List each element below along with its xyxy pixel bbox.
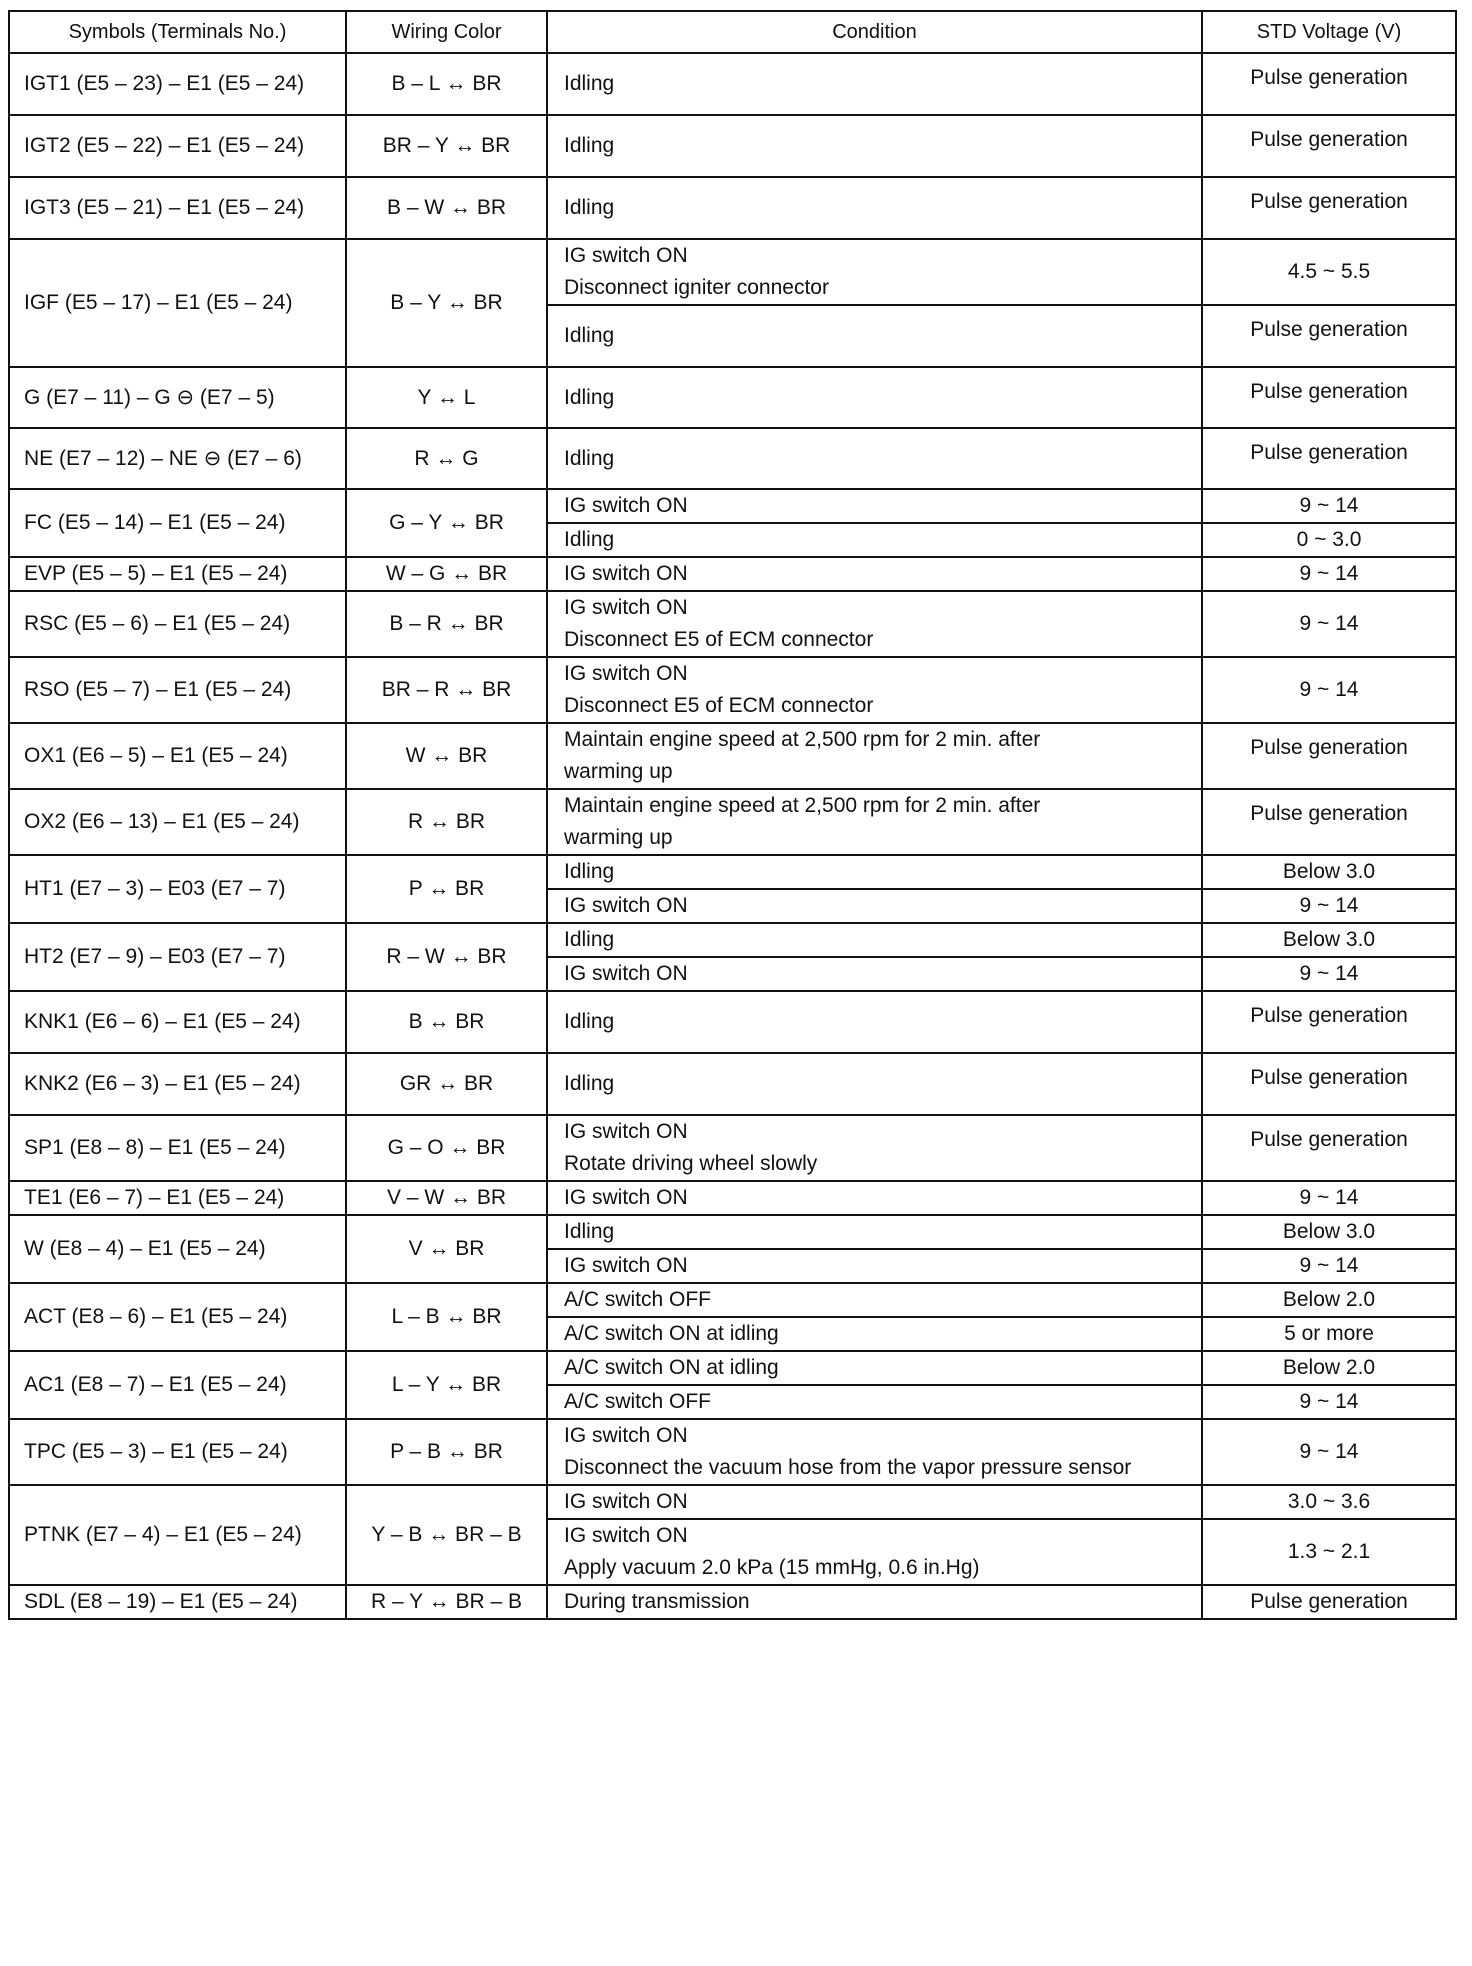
condition-cell — [547, 1419, 1202, 1485]
terminal-symbol: KNK1 (E6 – 6) – E1 (E5 – 24) — [9, 991, 346, 1053]
std-voltage: Below 3.0 — [1202, 855, 1456, 889]
terminal-symbol: IGF (E5 – 17) – E1 (E5 – 24) — [9, 239, 346, 367]
std-voltage: Below 2.0 — [1202, 1351, 1456, 1385]
condition-line: A/C switch ON at idling — [564, 1356, 779, 1379]
table-row — [9, 991, 1456, 1053]
terminal-symbol: SDL (E8 – 19) – E1 (E5 – 24) — [9, 1585, 346, 1619]
wiring-color: GR ↔ BR — [346, 1053, 547, 1115]
terminal-voltage-table — [8, 10, 1457, 1620]
condition-cell — [547, 789, 1202, 855]
table-row — [9, 1419, 1456, 1485]
wiring-color: R ↔ G — [346, 428, 547, 489]
condition-cell — [547, 591, 1202, 657]
condition-line: IG switch ON — [564, 494, 688, 517]
condition-cell — [547, 1115, 1202, 1181]
condition-line: Idling — [564, 446, 615, 470]
header-row — [9, 11, 1456, 53]
condition-line: IG switch ON — [564, 244, 688, 267]
terminal-symbol: HT2 (E7 – 9) – E03 (E7 – 7) — [9, 923, 346, 991]
std-voltage: Pulse generation — [1202, 428, 1456, 489]
condition-cell — [547, 367, 1202, 428]
condition-line: Idling — [564, 385, 615, 409]
condition-line: Idling — [564, 1072, 615, 1095]
condition-line: Idling — [564, 1220, 615, 1243]
std-voltage: 5 or more — [1202, 1317, 1456, 1351]
std-voltage: 9 ~ 14 — [1202, 889, 1456, 923]
condition-line: warming up — [564, 826, 673, 849]
condition-line: Disconnect E5 of ECM connector — [564, 628, 874, 651]
wiring-color: G – O ↔ BR — [346, 1115, 547, 1181]
wiring-color: L – B ↔ BR — [346, 1283, 547, 1351]
condition-line: A/C switch OFF — [564, 1288, 712, 1311]
std-voltage: Pulse generation — [1202, 305, 1456, 367]
table-row — [9, 789, 1456, 855]
terminal-symbol: W (E8 – 4) – E1 (E5 – 24) — [9, 1215, 346, 1283]
header-std-voltage: STD Voltage (V) — [1202, 11, 1456, 53]
table-row — [9, 591, 1456, 657]
terminal-symbol: RSC (E5 – 6) – E1 (E5 – 24) — [9, 591, 346, 657]
std-voltage: 9 ~ 14 — [1202, 1419, 1456, 1485]
table-row — [9, 367, 1456, 428]
condition-line: warming up — [564, 760, 673, 783]
wiring-color: G – Y ↔ BR — [346, 489, 547, 557]
table-row — [9, 657, 1456, 723]
condition-cell — [547, 428, 1202, 489]
std-voltage: 9 ~ 14 — [1202, 1249, 1456, 1283]
table-row — [9, 1115, 1456, 1181]
wiring-color: B – W ↔ BR — [346, 177, 547, 239]
condition-line: During transmission — [564, 1590, 750, 1613]
terminal-symbol: TE1 (E6 – 7) – E1 (E5 – 24) — [9, 1181, 346, 1215]
std-voltage: 1.3 ~ 2.1 — [1202, 1519, 1456, 1585]
condition-line: Disconnect the vacuum hose from the vapor pressure sensor — [564, 1456, 1132, 1479]
table-row — [9, 923, 1456, 957]
std-voltage: Pulse generation — [1202, 723, 1456, 789]
std-voltage: 4.5 ~ 5.5 — [1202, 239, 1456, 305]
table-body — [9, 53, 1456, 1619]
wiring-color: L – Y ↔ BR — [346, 1351, 547, 1419]
terminal-symbol: G (E7 – 11) – G ⊖ (E7 – 5) — [9, 367, 346, 428]
terminal-symbol: OX1 (E6 – 5) – E1 (E5 – 24) — [9, 723, 346, 789]
std-voltage: Pulse generation — [1202, 115, 1456, 177]
wiring-color: R – W ↔ BR — [346, 923, 547, 991]
std-voltage: 9 ~ 14 — [1202, 1181, 1456, 1215]
terminal-symbol: SP1 (E8 – 8) – E1 (E5 – 24) — [9, 1115, 346, 1181]
terminal-symbol: NE (E7 – 12) – NE ⊖ (E7 – 6) — [9, 428, 346, 489]
condition-cell — [547, 177, 1202, 239]
condition-cell — [547, 1215, 1202, 1249]
std-voltage: Below 3.0 — [1202, 1215, 1456, 1249]
table-row — [9, 1215, 1456, 1249]
condition-line: IG switch ON — [564, 1424, 688, 1447]
std-voltage: Pulse generation — [1202, 1585, 1456, 1619]
condition-line: Idling — [564, 134, 615, 157]
condition-cell — [547, 1585, 1202, 1619]
condition-line: Idling — [564, 72, 615, 95]
std-voltage: 9 ~ 14 — [1202, 489, 1456, 523]
wiring-color: V ↔ BR — [346, 1215, 547, 1283]
table-row — [9, 1585, 1456, 1619]
condition-cell — [547, 923, 1202, 957]
std-voltage: 9 ~ 14 — [1202, 1385, 1456, 1419]
condition-cell — [547, 855, 1202, 889]
condition-line: IG switch ON — [564, 596, 688, 619]
wiring-color: BR – Y ↔ BR — [346, 115, 547, 177]
condition-cell — [547, 657, 1202, 723]
condition-line: Idling — [564, 1010, 615, 1033]
table-row — [9, 557, 1456, 591]
table-row — [9, 489, 1456, 523]
std-voltage: Pulse generation — [1202, 367, 1456, 428]
condition-line: Disconnect igniter connector — [564, 276, 829, 299]
wiring-color: B ↔ BR — [346, 991, 547, 1053]
condition-line: Idling — [564, 528, 615, 551]
wiring-color: Y ↔ L — [346, 367, 547, 428]
std-voltage: Below 3.0 — [1202, 923, 1456, 957]
terminal-symbol: PTNK (E7 – 4) – E1 (E5 – 24) — [9, 1485, 346, 1585]
condition-cell — [547, 991, 1202, 1053]
table-row — [9, 239, 1456, 305]
condition-line: Apply vacuum 2.0 kPa (15 mmHg, 0.6 in.Hg) — [564, 1556, 980, 1579]
std-voltage: 9 ~ 14 — [1202, 557, 1456, 591]
terminal-symbol: KNK2 (E6 – 3) – E1 (E5 – 24) — [9, 1053, 346, 1115]
condition-cell — [547, 1485, 1202, 1519]
wiring-color: R – Y ↔ BR – B — [346, 1585, 547, 1619]
condition-line: IG switch ON — [564, 562, 688, 585]
condition-cell — [547, 957, 1202, 991]
terminal-symbol: EVP (E5 – 5) – E1 (E5 – 24) — [9, 557, 346, 591]
terminal-symbol: HT1 (E7 – 3) – E03 (E7 – 7) — [9, 855, 346, 923]
table-row — [9, 53, 1456, 115]
condition-line: A/C switch OFF — [564, 1390, 712, 1413]
condition-line: IG switch ON — [564, 662, 688, 685]
condition-line: Maintain engine speed at 2,500 rpm for 2 min. after — [564, 728, 1041, 751]
header-symbols: Symbols (Terminals No.) — [9, 11, 346, 53]
wiring-color: B – Y ↔ BR — [346, 239, 547, 367]
terminal-symbol: FC (E5 – 14) – E1 (E5 – 24) — [9, 489, 346, 557]
std-voltage: 9 ~ 14 — [1202, 957, 1456, 991]
wiring-color: V – W ↔ BR — [346, 1181, 547, 1215]
table-row — [9, 1485, 1456, 1519]
condition-cell — [547, 1519, 1202, 1585]
table-row — [9, 177, 1456, 239]
std-voltage: Pulse generation — [1202, 177, 1456, 239]
table-row — [9, 115, 1456, 177]
wiring-color: W – G ↔ BR — [346, 557, 547, 591]
table-row — [9, 1351, 1456, 1385]
condition-cell — [547, 889, 1202, 923]
terminal-symbol: RSO (E5 – 7) – E1 (E5 – 24) — [9, 657, 346, 723]
wiring-color: W ↔ BR — [346, 723, 547, 789]
condition-line: IG switch ON — [564, 1254, 688, 1277]
condition-line: IG switch ON — [564, 1490, 688, 1513]
condition-line: IG switch ON — [564, 962, 688, 985]
condition-line: IG switch ON — [564, 1186, 688, 1209]
std-voltage: 3.0 ~ 3.6 — [1202, 1485, 1456, 1519]
condition-cell — [547, 1385, 1202, 1419]
std-voltage: 0 ~ 3.0 — [1202, 523, 1456, 557]
condition-cell — [547, 305, 1202, 367]
std-voltage: Pulse generation — [1202, 1115, 1456, 1181]
condition-line: Idling — [564, 928, 615, 951]
header-wiring-color: Wiring Color — [346, 11, 547, 53]
wiring-color: BR – R ↔ BR — [346, 657, 547, 723]
std-voltage: Pulse generation — [1202, 789, 1456, 855]
wiring-color: P – B ↔ BR — [346, 1419, 547, 1485]
std-voltage: Below 2.0 — [1202, 1283, 1456, 1317]
condition-cell — [547, 723, 1202, 789]
condition-line: Idling — [564, 860, 615, 883]
table-row — [9, 428, 1456, 489]
table-row — [9, 855, 1456, 889]
wiring-color: Y – B ↔ BR – B — [346, 1485, 547, 1585]
condition-cell — [547, 489, 1202, 523]
header-condition: Condition — [547, 11, 1202, 53]
wiring-color: B – R ↔ BR — [346, 591, 547, 657]
table-row — [9, 1283, 1456, 1317]
std-voltage: Pulse generation — [1202, 991, 1456, 1053]
table-row — [9, 1181, 1456, 1215]
terminal-symbol: IGT3 (E5 – 21) – E1 (E5 – 24) — [9, 177, 346, 239]
condition-line: Idling — [564, 324, 615, 347]
terminal-symbol: OX2 (E6 – 13) – E1 (E5 – 24) — [9, 789, 346, 855]
condition-line: Idling — [564, 196, 615, 219]
terminal-symbol: ACT (E8 – 6) – E1 (E5 – 24) — [9, 1283, 346, 1351]
wiring-color: P ↔ BR — [346, 855, 547, 923]
condition-cell — [547, 1053, 1202, 1115]
condition-line: IG switch ON — [564, 1120, 688, 1143]
condition-line: IG switch ON — [564, 894, 688, 917]
condition-cell — [547, 1283, 1202, 1317]
condition-line: Maintain engine speed at 2,500 rpm for 2 min. after — [564, 794, 1041, 817]
std-voltage: Pulse generation — [1202, 53, 1456, 115]
wiring-color: B – L ↔ BR — [346, 53, 547, 115]
wiring-color: R ↔ BR — [346, 789, 547, 855]
condition-line: A/C switch ON at idling — [564, 1322, 779, 1345]
terminal-symbol: IGT2 (E5 – 22) – E1 (E5 – 24) — [9, 115, 346, 177]
condition-line: Disconnect E5 of ECM connector — [564, 694, 874, 717]
condition-line: IG switch ON — [564, 1524, 688, 1547]
std-voltage: Pulse generation — [1202, 1053, 1456, 1115]
condition-cell — [547, 1181, 1202, 1215]
condition-cell — [547, 1317, 1202, 1351]
condition-cell — [547, 53, 1202, 115]
std-voltage: 9 ~ 14 — [1202, 657, 1456, 723]
terminal-symbol: IGT1 (E5 – 23) – E1 (E5 – 24) — [9, 53, 346, 115]
terminal-symbol: TPC (E5 – 3) – E1 (E5 – 24) — [9, 1419, 346, 1485]
condition-cell — [547, 115, 1202, 177]
condition-cell — [547, 1249, 1202, 1283]
std-voltage: 9 ~ 14 — [1202, 591, 1456, 657]
condition-line: Rotate driving wheel slowly — [564, 1152, 818, 1175]
terminal-symbol: AC1 (E8 – 7) – E1 (E5 – 24) — [9, 1351, 346, 1419]
condition-cell — [547, 523, 1202, 557]
condition-cell — [547, 557, 1202, 591]
condition-cell — [547, 239, 1202, 305]
condition-cell — [547, 1351, 1202, 1385]
table-row — [9, 1053, 1456, 1115]
table-row — [9, 723, 1456, 789]
